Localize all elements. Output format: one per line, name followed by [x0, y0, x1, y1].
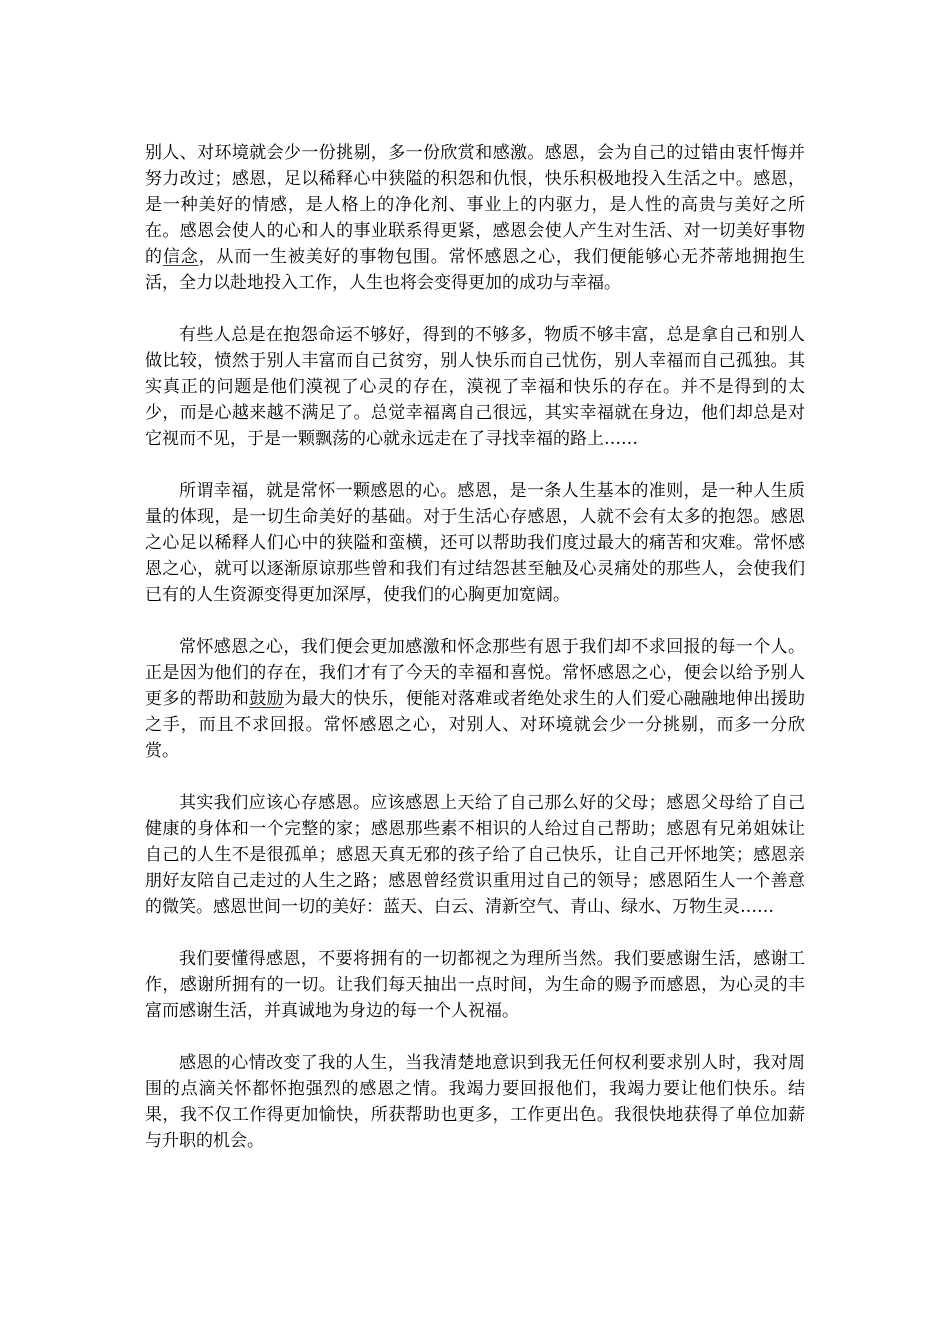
- link-xinnian[interactable]: 信念: [162, 247, 199, 267]
- paragraph-5: [145, 790, 805, 920]
- paragraph-2-text: 有些人总是在抱怨命运不够好，得到的不够多，物质不够丰富，总是拿自己和别人做比较，愤然于别人丰富而自己贫穷，别人快乐而自己忧伤，别人幸福而自己孤独。其实真正的问题是他们漠视了心灵的存在，漠视了幸福和快乐的存在。并不是得到的太少，而是心越来越不满足了。总觉幸福离自己很远，其实幸福就在身边，他们却总是对它视而不见，于是一颗飘荡的心就永远走在了寻找幸福的路上……: [145, 325, 805, 449]
- paragraph-7-text: 感恩的心情改变了我的人生，当我清楚地意识到我无任何权利要求别人时，我对周围的点滴关怀都怀抱强烈的感恩之情。我竭力要回报他们，我竭力要让他们快乐。结果，我不仅工作得更加愉快，所获帮助也更多，工作更出色。我很快地获得了单位加薪与升职的机会。: [145, 1053, 805, 1151]
- paragraph-7: [145, 1050, 805, 1154]
- link-guli[interactable]: 鼓励: [249, 689, 285, 709]
- paragraph-5-text: 其实我们应该心存感恩。应该感恩上天给了自己那么好的父母；感恩父母给了自己健康的身体和一个完整的家；感恩那些素不相识的人给过自己帮助；感恩有兄弟姐妹让自己的人生不是很孤单；感恩天真无邪的孩子给了自己快乐，让自己开怀地笑；感恩亲朋好友陪自己走过的人生之路；感恩曾经赏识重用过自己的领导；感恩陌生人一个善意的微笑。感恩世间一切的美好：蓝天、白云、清新空气、青山、绿水、万物生灵……: [145, 793, 805, 917]
- paragraph-4: [145, 634, 805, 764]
- paragraph-2: [145, 322, 805, 452]
- paragraph-1: [145, 140, 805, 296]
- paragraph-6-text: 我们要懂得感恩，不要将拥有的一切都视之为理所当然。我们要感谢生活，感谢工作，感谢所拥有的一切。让我们每天抽出一点时间，为生命的赐予而感恩，为心灵的丰富而感谢生活，并真诚地为身边的每一个人祝福。: [145, 949, 805, 1021]
- paragraph-4-text-a: 常怀感恩之心，我们便会更加感激和怀念那些有恩于我们却不求回报的每一个人。正是因为他们的存在，我们才有了今天的幸福和喜悦。常怀感恩之心，便会以给予别人更多的帮助和: [145, 637, 805, 709]
- paragraph-3-text: 所谓幸福，就是常怀一颗感恩的心。感恩，是一条人生基本的准则，是一种人生质量的体现，是一切生命美好的基础。对于生活心存感恩，人就不会有太多的抱怨。感恩之心足以稀释人们心中的狭隘和蛮横，还可以帮助我们度过最大的痛苦和灾难。常怀感恩之心，就可以逐渐原谅那些曾和我们有过结怨甚至触及心灵痛处的那些人，会使我们已有的人生资源变得更加深厚，使我们的心胸更加宽阔。: [145, 481, 805, 605]
- paragraph-6: [145, 946, 805, 1024]
- paragraph-4-text-b: 为最大的快乐，便能对落难或者绝处求生的人们爱心融融地伸出援助之手，而且不求回报。常怀感恩之心，对别人、对环境就会少一分挑剔，而多一分欣赏。: [145, 689, 806, 761]
- paragraph-1-text-b: ，从而一生被美好的事物包围。常怀感恩之心，我们便能够心无芥蒂地拥抱生活，全力以赴地投入工作，人生也将会变得更加的成功与幸福。: [145, 247, 806, 293]
- paragraph-1-text-a: 别人、对环境就会少一份挑剔，多一份欣赏和感激。感恩，会为自己的过错由衷忏悔并努力改过；感恩，足以稀释心中狭隘的积怨和仇恨，快乐积极地投入生活之中。感恩，是一种美好的情感，是人格上的净化剂、事业上的内驱力，是人性的高贵与美好之所在。感恩会使人的心和人的事业联系得更紧，感恩会使人产生对生活、对一切美好事物的: [145, 143, 805, 267]
- document-body: [145, 140, 805, 1180]
- paragraph-3: [145, 478, 805, 608]
